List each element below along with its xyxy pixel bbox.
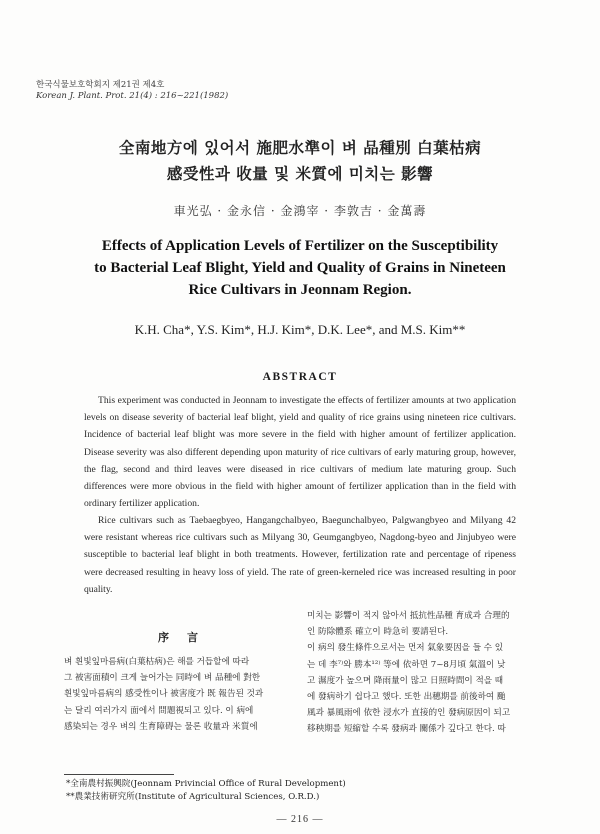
body-line: 는 달리 여러가지 面에서 問題視되고 있다. 이 病에 (64, 705, 254, 716)
introduction-heading: 序言 (158, 631, 216, 644)
footnote-divider (64, 774, 174, 775)
body-line: 는 데 李⁷⁾와 勝本¹²⁾ 等에 依하면 7~8月頃 氣溫이 낮 (307, 659, 506, 670)
body-line: 이 病의 發生條件으로서는 먼저 氣象要因을 들 수 있 (307, 643, 504, 654)
journal-citation (36, 80, 228, 102)
body-line: 風과 暴風雨에 依한 浸水가 直接的인 發病原因이 되고 (307, 708, 511, 719)
body-line: 感染되는 경우 벼의 生育障碍는 물론 收量과 米質에 (64, 721, 258, 732)
body-line: 인 防除體系 確立이 時急히 要請된다. (307, 627, 449, 638)
footnote-2: **農業技術研究所(Institute of Agricultural Sciences, O.R.D.) (66, 792, 320, 802)
body-line: 벼 흰빛잎마름病(白葉枯病)은 해를 거듭할에 따라 (64, 657, 250, 667)
abstract-paragraph-2: Rice cultivars such as Taebaegbyeo, Hangangchalbyeo, Baegunchalbyeo, Palgwangbyeo and Milyang 42 were resistant whereas rice cultivars such as Milyang 30, Geumgangbyeo, Nagdong-byeo and Jinjubyeo were susceptible to bacterial leaf blight in both treatments. However, fertilization rate and percentage of ripeness were decreased resulting in heavy loss of yield. The rate of green-kerneled rice was increased resulting in poor quality. (84, 515, 516, 595)
footnote-1: *全南農村振興院(Jeonnam Privincial Office of Rural Development) (66, 779, 346, 789)
title-korean-line-2: 感受性과 收量 및 米質에 미치는 影響 (166, 164, 434, 183)
page-number: — 216 — (276, 814, 324, 825)
abstract-heading: ABSTRACT (262, 371, 338, 383)
title-english-line-2: to Bacterial Leaf Blight, Yield and Quality of Grains in Nineteen (94, 260, 506, 276)
introduction-right-column (307, 608, 535, 738)
body-line: 고 濕度가 높으며 降雨量이 많고 日照時間이 적을 때 (307, 675, 504, 686)
body-line: 그 被害面積이 크게 늘어가는 同時에 벼 品種에 對한 (64, 673, 261, 684)
abstract-paragraph-1: This experiment was conducted in Jeonnam to investigate the effects of fertilizer amounts at two application levels on disease severity of bacterial leaf blight, yield and quality of rice grains using nineteen rice cultivars. Incidence of bacterial leaf blight was more severe in the field with higher amount of fertilizer application. Disease severity was also different depending upon maturity of rice cultivars of early maturing group, however, the flag, second and third leaves were diseased in rice cultivars of medium late maturing group. Such differences were more obvious in the field with higher amount of fertilizer application than in the field with ordinary fertilizer application. (84, 395, 516, 510)
journal-english: Korean J. Plant. Prot. 21(4) : 216~221(1982) (36, 91, 229, 101)
body-line: 흰빛잎마름病의 感受性이나 被害度가 既 報告된 것과 (64, 689, 264, 700)
title-english-line-3: Rice Cultivars in Jeonnam Region. (188, 282, 412, 298)
introduction-left-column (64, 654, 292, 735)
title-korean-line-1: 全南地方에 있어서 施肥水準이 벼 品種別 白葉枯病 (118, 138, 482, 157)
body-line: 移秧期를 短縮할 수록 發病과 關係가 깊다고 한다. 따 (307, 724, 506, 735)
title-english-line-1: Effects of Application Levels of Fertilizer on the Susceptibility (101, 238, 499, 254)
journal-korean: 한국식물보호학회지 제21권 제4호 (36, 80, 165, 90)
authors-korean: 車光弘 · 金永信 · 金鴻宰 · 李敦吉 · 金萬壽 (173, 204, 427, 218)
authors-english: K.H. Cha*, Y.S. Kim*, H.J. Kim*, D.K. Lee*, and M.S. Kim** (134, 322, 466, 337)
body-line: 미치는 影響이 적지 않아서 抵抗性品種 育成과 合理的 (307, 611, 510, 621)
body-line: 에 發病하기 쉽다고 했다. 또한 出穗期를 前後하여 颱 (307, 692, 506, 703)
